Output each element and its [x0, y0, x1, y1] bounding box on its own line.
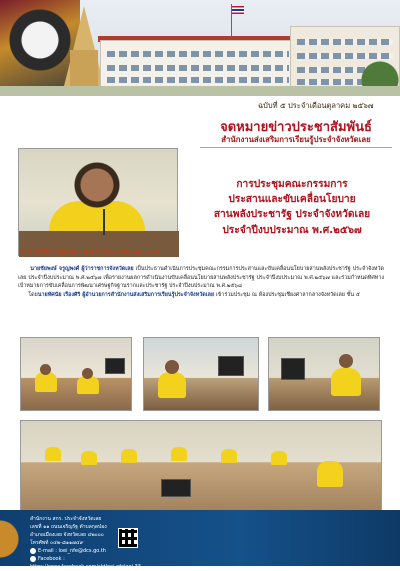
headline-line: ประจำปีงบประมาณ พ.ศ.๒๕๖๗	[222, 224, 362, 236]
governor-name: นายชัยพงษ์ จรูญพงศ์ ผู้ว่าราชการจังหวัดเลย	[30, 266, 134, 272]
title-divider	[200, 147, 392, 148]
facebook-label: Facebook :	[38, 556, 65, 562]
thai-flag-icon	[232, 6, 244, 14]
qr-code-icon[interactable]	[118, 528, 138, 548]
email-label: E-mail :	[38, 548, 57, 554]
article-headline	[186, 177, 398, 238]
newsletter-title: จดหมายข่าวประชาสัมพันธ์	[220, 120, 372, 135]
body-text: โดย	[28, 291, 38, 298]
microphone-icon	[103, 209, 105, 235]
phone-number[interactable]: ๐๔๒-๘๑๑๗๔๙	[50, 540, 84, 546]
body-text: เข้าร่วมประชุม ณ ห้องประชุมเชียงศาลากลางจังหวัดเลย ชั้น ๕	[214, 291, 360, 298]
header-banner-image	[0, 0, 400, 96]
email-row	[30, 547, 290, 555]
facebook-row	[30, 555, 290, 563]
issue-number: ฉบับที่ ๕ ประจำเดือนตุลาคม ๒๕๖๗	[258, 101, 374, 110]
article-body	[18, 265, 384, 299]
meeting-photo	[20, 337, 132, 411]
phone-row	[30, 539, 290, 547]
lawn-strip	[0, 86, 400, 96]
meeting-photo	[143, 337, 259, 411]
stupa-base	[70, 50, 98, 90]
director-name: นายทัศนัย เรืองศิริ ผู้อำนวยการสำนักงานส่งเสริมการเรียนรู้ประจำจังหวัดเลย	[37, 291, 215, 298]
office-name: สำนักงาน สกร. ประจำจังหวัดเลย	[30, 516, 102, 522]
body-paragraph-1	[18, 265, 384, 291]
headline-line: การประชุมคณะกรรมการ	[236, 179, 348, 190]
body-text: เป็นประธานดำเนินการประชุมคณะกรรมการประสานและขับเคลื่อนนโยบายสานพลังประชารัฐ ประจำจังหวัดเลย ประจำปีงบประมาณ พ.ศ.๒๕๖๗ เพื่อรายงานผลการดำเนินงานขับเคลื่อนนโยบายสานพลังประชารัฐ ประจำปีงบประมาณ พ.ศ.๒๕๖๗ และร่วมกำหนดทิศทาง เป้าหมายการขับเคลื่อนการพัฒนาเศรษฐกิจฐานรากและประชารัฐ ประจำปีงบประมาณ พ.ศ.๒๕๖๘	[18, 266, 384, 290]
contact-info	[30, 515, 290, 571]
headline-line: สานพลังประชารัฐ ประจำจังหวัดเลย	[213, 209, 371, 221]
facebook-icon	[30, 556, 36, 562]
facebook-link[interactable]: https://www.facebook.com/sktloei.nfeloei.33	[30, 564, 141, 570]
newsletter-subtitle: สำนักงานส่งเสริมการเรียนรู้ประจำจังหวัดเลย	[221, 135, 371, 144]
meeting-room-photo	[20, 420, 382, 524]
city-hall-building	[100, 40, 296, 88]
footer-ornament	[0, 512, 26, 566]
main-photo	[18, 148, 178, 256]
photo-caption: วันจันทร์ที่ ๗ ตุลาคม พ.ศ.๒๕๖๗ เวลา ๑๔.๐๐ น.	[20, 248, 163, 256]
office-address: เลขที่ ๑๑ ถนนเจริญรัฐ ตำบลกุดป่อง	[30, 524, 107, 530]
body-paragraph-2	[18, 291, 384, 300]
email-icon	[30, 548, 36, 554]
phone-label: โทรศัพท์	[30, 540, 49, 546]
meeting-photo	[268, 337, 380, 411]
office-address: อำเภอเมืองเลย จังหวัดเลย ๔๒๐๐๐	[30, 532, 104, 538]
governor-head	[67, 161, 127, 221]
headline-line: ประสานและขับเคลื่อนโยบาย	[228, 194, 356, 206]
email-link[interactable]: loei_nfe@dcs.go.th	[58, 548, 106, 554]
